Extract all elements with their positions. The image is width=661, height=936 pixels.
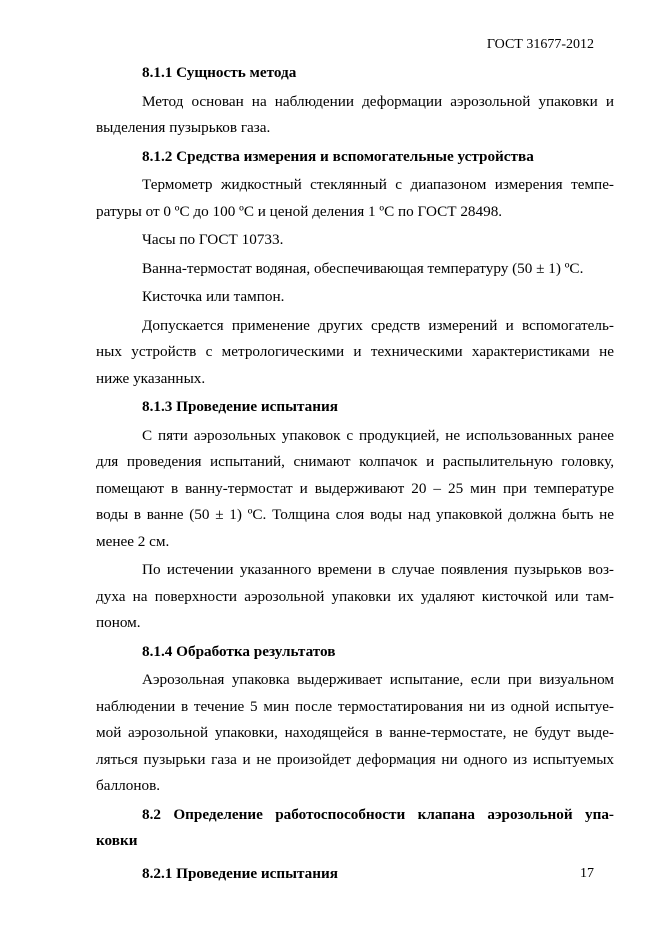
paragraph-line: ниже указанных. — [96, 369, 206, 387]
section-heading-8-1-4: 8.1.4 Обработка результатов — [142, 642, 336, 660]
paragraph-line: Аэрозольная упаковка выдерживает испытание, если при визуальном — [142, 671, 614, 688]
paragraph-line: помещают в ванну-термостат и выдерживают 20 – 25 мин при температуре — [96, 479, 614, 497]
paragraph-line: ратуры от 0 ºС до 100 ºС и ценой деления 1 ºС по ГОСТ 28498. — [96, 202, 503, 220]
paragraph-line: Ванна-термостат водяная, обеспечивающая температуру (50 ± 1) ºС. — [142, 259, 584, 277]
section-heading-8-2-continuation: ковки — [96, 832, 138, 849]
section-heading-8-1-3: 8.1.3 Проведение испытания — [142, 398, 338, 415]
section-heading-8-1-2: 8.1.2 Средства измерения и вспомогательные устройства — [142, 147, 534, 165]
paragraph-line: Кисточка или тампон. — [142, 288, 285, 305]
paragraph-line: поном. — [96, 614, 141, 631]
paragraph-line: ных устройств с метрологическими и техническими характеристиками не — [96, 343, 614, 360]
paragraph-line: Допускается применение других средств измерений и вспомогатель- — [142, 316, 614, 334]
paragraph-line: Метод основан на наблюдении деформации аэрозольной упаковки и — [142, 92, 614, 110]
paragraph-line: По истечении указанного времени в случае появления пузырьков воз- — [142, 561, 614, 578]
paragraph-line: ляться пузырьки газа и не произойдет деформация ни одного из испытуемых — [96, 750, 614, 768]
section-heading-8-1-1: 8.1.1 Сущность метода — [142, 64, 297, 81]
paragraph-line: воды в ванне (50 ± 1) ºС. Толщина слоя воды над упаковкой должна быть не — [96, 506, 614, 523]
paragraph-line: Часы по ГОСТ 10733. — [142, 231, 284, 248]
document-header-id: ГОСТ 31677-2012 — [486, 37, 594, 52]
paragraph-line: духа на поверхности аэрозольной упаковки их удаляют кисточкой или там- — [96, 587, 614, 605]
paragraph-line: баллонов. — [96, 777, 161, 794]
page-number: 17 — [580, 866, 594, 881]
paragraph-line: менее 2 см. — [96, 532, 170, 550]
paragraph-line: С пяти аэрозольных упаковок с продукцией, не использованных ранее — [142, 426, 614, 444]
paragraph-line: Термометр жидкостный стеклянный с диапазоном измерения темпе- — [142, 176, 614, 193]
paragraph-line: выделения пузырьков газа. — [96, 119, 271, 136]
paragraph-line: мой аэрозольной упаковки, находящейся в ванне-термостате, не будут выде- — [96, 724, 614, 741]
section-heading-8-2: 8.2 Определение работоспособности клапана аэрозольной упа- — [142, 805, 614, 823]
section-heading-8-2-1: 8.2.1 Проведение испытания — [142, 864, 338, 882]
paragraph-line: для проведения испытаний, снимают колпачок и распылительную головку, — [96, 453, 614, 470]
paragraph-line: наблюдении в течение 5 мин после термостатирования ни из одной испытуе- — [96, 697, 614, 715]
document-body — [96, 60, 614, 887]
